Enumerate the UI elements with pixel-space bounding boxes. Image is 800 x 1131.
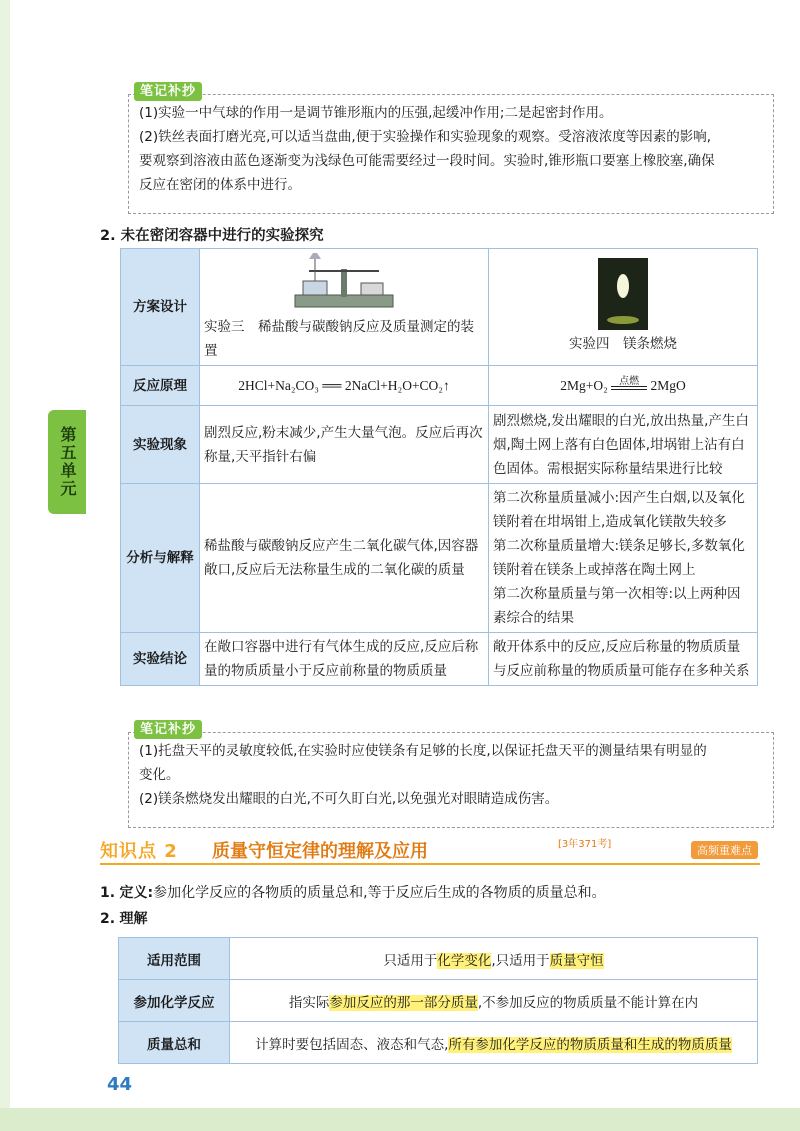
understanding-label: 理解 (119, 911, 148, 927)
table-row (119, 1022, 758, 1064)
table-row (121, 366, 758, 406)
eq-left: 2Mg+O₂ (560, 377, 608, 393)
understanding-num: 2. (100, 911, 116, 927)
frequency-badge: 高频重难点 (691, 841, 758, 859)
bottom-band (0, 1108, 800, 1131)
understanding-table (118, 937, 758, 1064)
highlight: 化学变化 (437, 952, 492, 969)
text-segment: ,不参加反应的物质质量不能计算在内 (477, 994, 699, 1011)
note1-tag: 笔记补抄 (134, 82, 202, 101)
exp4-equation (489, 366, 758, 406)
text-segment: 计算时要包括固态、液态和气态, (255, 1036, 449, 1053)
definition-label: 定义: (119, 885, 154, 901)
analysis-line-3: 第二次称量质量与第一次相等:以上两种因素综合的结果 (493, 586, 741, 626)
row-header: 反应原理 (121, 366, 200, 406)
highlight: 所有参加化学反应的物质质量和生成的物质质量 (448, 1036, 732, 1053)
row-header: 质量总和 (119, 1022, 230, 1064)
text-segment: 指实际 (288, 994, 330, 1011)
note2-tag: 笔记补抄 (134, 720, 202, 739)
exp3-analysis: 稀盐酸与碳酸钠反应产生二氧化碳气体,因容器敞口,反应后无法称量生成的二氧化碳的质量 (200, 484, 489, 633)
table-row (121, 406, 758, 484)
definition-item (100, 882, 606, 902)
text-segment: ,只适用于 (491, 952, 550, 969)
balance-illustration (289, 251, 399, 311)
exp4-phenomenon: 剧烈燃烧,发出耀眼的白光,放出热量,产生白烟,陶土网上落有白色固体,坩埚钳上沾有白色固体。需根据实际称量结果进行比较 (489, 406, 758, 484)
text-segment: 只适用于 (383, 952, 438, 969)
exp3-caption: 实验三 稀盐酸与碳酸钠反应及质量测定的装置 (204, 319, 474, 359)
table-row (121, 484, 758, 633)
row-header: 适用范围 (119, 938, 230, 980)
definition-num: 1. (100, 885, 116, 901)
note1-line-3: 要观察到溶液由蓝色逐渐变为浅绿色可能需要经过一段时间。实验时,锥形瓶口要塞上橡胶塞,确保 (139, 153, 715, 169)
exp4-analysis (489, 484, 758, 633)
table-row (121, 633, 758, 686)
row-header: 实验现象 (121, 406, 200, 484)
row-header: 参加化学反应 (119, 980, 230, 1022)
note-box-2 (128, 732, 774, 828)
note2-line-1: (1)托盘天平的灵敏度较低,在实验时应使镁条有足够的长度,以保证托盘天平的测量结果有明显的 (139, 743, 707, 759)
row-content (230, 980, 758, 1022)
table-row (119, 980, 758, 1022)
exp3-cell (200, 249, 489, 366)
exp4-caption: 实验四 镁条燃烧 (569, 336, 677, 352)
note1-line-4: 反应在密闭的体系中进行。 (139, 177, 301, 193)
exp3-equation: 2HCl+Na₂CO₃ ══ 2NaCl+H₂O+CO₂↑ (200, 366, 489, 406)
exp4-cell (489, 249, 758, 366)
row-content (230, 1022, 758, 1064)
definition-text: 参加化学反应的各物质的质量总和,等于反应后生成的各物质的质量总和。 (153, 885, 606, 901)
exp3-phenomenon: 剧烈反应,粉末减少,产生大量气泡。反应后再次称量,天平指针右偏 (200, 406, 489, 484)
note1-line-1: (1)实验一中气球的作用一是调节锥形瓶内的压强,起缓冲作用;二是起密封作用。 (139, 105, 613, 121)
understanding-item (100, 908, 148, 928)
row-header: 方案设计 (121, 249, 200, 366)
experiment-table (120, 248, 758, 686)
table-row (121, 249, 758, 366)
note-box-1 (128, 94, 774, 214)
note2-line-2: 变化。 (139, 767, 180, 783)
section-2-title: 2. 未在密闭容器中进行的实验探究 (100, 228, 324, 244)
highlight: 参加反应的那一部分质量 (329, 994, 478, 1011)
unit-side-tab: 第五单元 (48, 410, 86, 514)
eq-condition: 点燃 (619, 375, 640, 387)
analysis-line-1: 第二次称量质量减小:因产生白烟,以及氧化镁附着在坩埚钳上,造成氧化镁散失较多 (493, 490, 745, 530)
row-header: 实验结论 (121, 633, 200, 686)
magnesium-burning-photo (598, 258, 648, 330)
highlight: 质量守恒 (549, 952, 604, 969)
exp3-conclusion: 在敞口容器中进行有气体生成的反应,反应后称量的物质质量小于反应前称量的物质质量 (200, 633, 489, 686)
note2-line-3: (2)镁条燃烧发出耀眼的白光,不可久盯白光,以免强光对眼睛造成伤害。 (139, 791, 559, 807)
eq-right: 2MgO (650, 377, 686, 393)
table-row (119, 938, 758, 980)
knowledge-point-label: 知识点 2 (100, 841, 178, 862)
knowledge-point-header (100, 835, 760, 865)
exam-frequency: [3年371考] (558, 839, 612, 850)
knowledge-point-title: 质量守恒定律的理解及应用 (212, 841, 428, 862)
page-number: 44 (107, 1074, 133, 1095)
note1-line-2: (2)铁丝表面打磨光亮,可以适当盘曲,便于实验操作和实验现象的观察。受溶液浓度等因素的影响, (139, 129, 711, 145)
row-content (230, 938, 758, 980)
page-edge (0, 0, 10, 1131)
row-header: 分析与解释 (121, 484, 200, 633)
exp4-conclusion: 敞开体系中的反应,反应后称量的物质质量与反应前称量的物质质量可能存在多种关系 (489, 633, 758, 686)
analysis-line-2: 第二次称量质量增大:镁条足够长,多数氧化镁附着在镁条上或掉落在陶土网上 (493, 538, 745, 578)
